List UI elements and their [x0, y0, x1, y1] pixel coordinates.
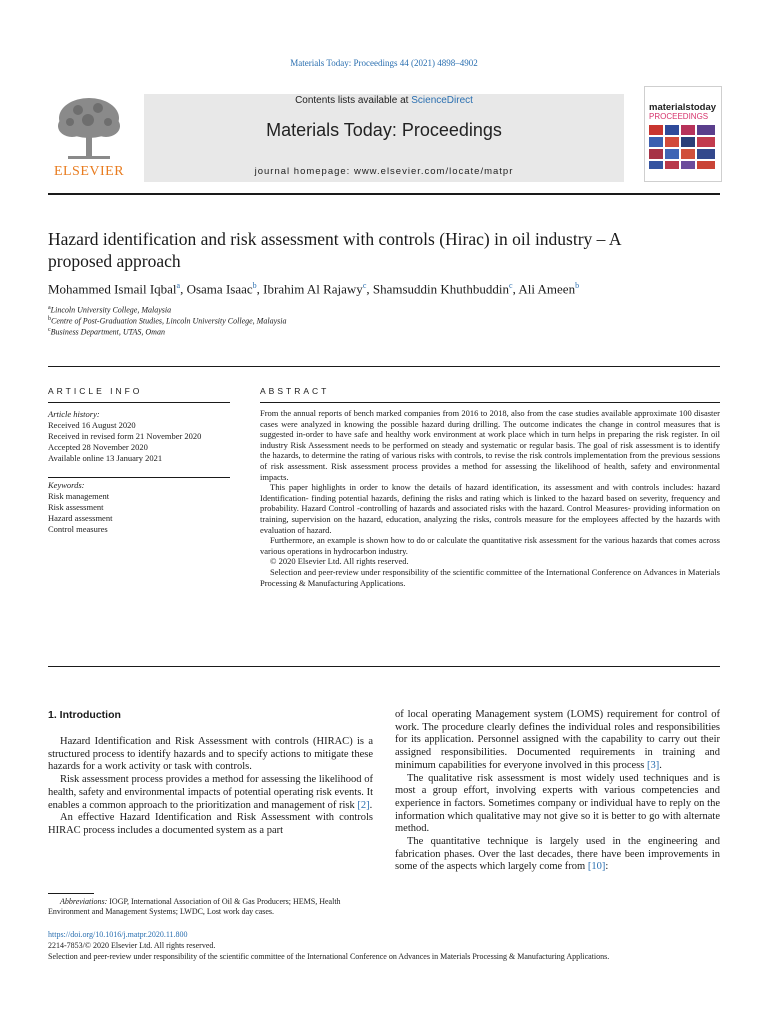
- affiliation-text: Business Department, UTAS, Oman: [50, 327, 165, 337]
- body-paragraph: [395, 836, 720, 874]
- affiliation-marker: a: [48, 305, 51, 311]
- history-label: Article history:: [48, 409, 100, 419]
- paragraph-text-end: .: [659, 759, 662, 771]
- paragraph-text-end: :: [605, 861, 609, 873]
- author-separator: ,: [256, 281, 264, 297]
- author-name[interactable]: Ibrahim Al Rajawy: [263, 281, 363, 297]
- citation-link[interactable]: [10]: [587, 861, 606, 873]
- paragraph-text: Hazard Identification and Risk Assessment with controls (HIRAC) is a structured process to identify hazards and to specify actions to mitigate these hazards for a work activity or task with controls.: [48, 736, 373, 773]
- abbreviations-label: Abbreviations:: [60, 897, 108, 906]
- paragraph-text: The quantitative technique is largely used in the engineering and fabrication phases. Over the last decades, there have been improvements in some of the aspects which largely come from: [395, 836, 720, 873]
- body-paragraph: [48, 774, 373, 812]
- keyword-item[interactable]: Hazard assessment: [48, 513, 113, 523]
- footnote-rule: [48, 893, 94, 894]
- keyword-item[interactable]: Control measures: [48, 524, 108, 534]
- cover-mosaic-image: [645, 123, 721, 182]
- journal-title: Materials Today: Proceedings: [266, 120, 502, 140]
- citation-link[interactable]: [2]: [357, 799, 370, 811]
- abstract-paragraph: This paper highlights in order to know the details of hazard identification, its assessment and with controls includes: hazard Identification- finding potential hazards, defining the risks and rating which is linked to the hazard based on severity, frequency and probability. Hazard Control -controlling of hazards and associated risks with the hazard. Control Measures- providing information on training, supervision on the hazard, education, analyzing the risks, controls measure for the employees affected by the hazards with evaluation of hazard.: [260, 482, 720, 535]
- body-paragraph: [48, 736, 373, 774]
- abstract-selection-note: Selection and peer-review under responsibility of the scientific committee of the International Conference on Advances in Materials Processing & Manufacturing Applications.: [260, 566, 720, 588]
- paragraph-text-end: .: [369, 799, 373, 811]
- affiliation-text: Lincoln University College, Malaysia: [50, 305, 172, 315]
- intro-right-column: [395, 709, 720, 874]
- keyword-item[interactable]: Risk assessment: [48, 502, 104, 512]
- elsevier-wordmark: ELSEVIER: [53, 164, 125, 179]
- affiliation-item: [48, 305, 448, 315]
- keyword-item[interactable]: Risk management: [48, 491, 110, 501]
- abstract-divider: [48, 666, 720, 667]
- journal-cover-thumbnail: [644, 86, 722, 182]
- author-affiliation-marker[interactable]: a: [176, 281, 181, 290]
- body-paragraph: [395, 773, 720, 837]
- paragraph-text: An effective Hazard Identification and Risk Assessment with controls HIRAC process includes a documented system as a part: [48, 812, 373, 836]
- footer-selection-note: Selection and peer-review under responsibility of the scientific committee of the International Conference on Advances in Materials Processing & Manufacturing Applications.: [48, 952, 610, 961]
- keywords-label: Keywords:: [48, 480, 85, 490]
- journal-citation[interactable]: Materials Today: Proceedings 44 (2021) 4898–4902: [290, 58, 478, 68]
- contents-line: [144, 95, 624, 106]
- author-name[interactable]: Ali Ameen: [518, 281, 576, 297]
- cover-title: materialstoday: [649, 102, 717, 113]
- intro-left-column: [48, 736, 373, 838]
- body-paragraph: [48, 812, 373, 837]
- author-name[interactable]: Osama Isaac: [186, 281, 253, 297]
- doi-link[interactable]: https://doi.org/10.1016/j.matpr.2020.11.800: [48, 930, 188, 939]
- history-received: Received 16 August 2020: [48, 420, 136, 430]
- author-separator: ,: [512, 281, 519, 297]
- citation-link[interactable]: [3]: [646, 759, 660, 771]
- abstract-heading: ABSTRACT: [260, 386, 330, 396]
- header-divider: [48, 193, 720, 195]
- affiliation-marker: b: [48, 316, 51, 322]
- abbreviations-text: IOGP, International Association of Oil & Gas Producers; HEMS, Health Environment and Management Systems; LWDC, Lost work day cases.: [48, 897, 341, 917]
- abstract-rule: [260, 402, 720, 403]
- journal-homepage[interactable]: journal homepage: www.elsevier.com/locate/matpr: [254, 166, 514, 177]
- affiliation-text: Centre of Post-Graduation Studies, Lincoln University College, Malaysia: [51, 316, 287, 326]
- paragraph-text: Risk assessment process provides a method for assessing the likelihood of health, safety and environmental impacts of potential operating risk events. It enables a common approach to the prioritization and management of risk: [48, 774, 373, 811]
- article-info-heading: ARTICLE INFO: [48, 386, 143, 396]
- author-affiliation-marker[interactable]: c: [509, 281, 513, 290]
- keywords: [48, 480, 248, 535]
- paragraph-text: of local operating Management system (LOMS) requirement for control of work. The procedure clearly defines the individual roles and responsibilities for its application. Personnel assigned with the capability to carry out their assigned responsibilities. Documented requirements in training and minimum capabilities for everyone involved in this process: [395, 709, 720, 771]
- author-affiliation-marker[interactable]: b: [252, 281, 257, 290]
- article-history: [48, 409, 248, 464]
- cover-subtitle: PROCEEDINGS: [649, 112, 709, 121]
- history-accepted: Accepted 28 November 2020: [48, 442, 148, 452]
- title-block-divider: [48, 366, 720, 367]
- author-name[interactable]: Shamsuddin Khuthbuddin: [372, 281, 510, 297]
- abstract-copyright: © 2020 Elsevier Ltd. All rights reserved.: [270, 556, 409, 567]
- body-paragraph: [395, 709, 720, 773]
- author-affiliation-marker[interactable]: b: [575, 281, 580, 290]
- author-affiliation-marker[interactable]: c: [362, 281, 367, 290]
- section-heading-introduction: 1. Introduction: [48, 709, 121, 721]
- sciencedirect-link[interactable]: ScienceDirect: [411, 95, 473, 106]
- history-online: Available online 13 January 2021: [48, 453, 163, 463]
- keywords-rule: [48, 477, 230, 478]
- author-separator: ,: [366, 281, 373, 297]
- paper-title: Hazard identification and risk assessment with controls (Hirac) in oil industry – A proposed approach: [48, 229, 621, 271]
- author-separator: ,: [180, 281, 187, 297]
- abstract-body: [260, 408, 720, 588]
- abbreviations-footnote: [48, 897, 374, 918]
- author-list: [48, 281, 728, 297]
- abstract-paragraph: From the annual reports of bench marked companies from 2016 to 2018, also from the case studies available approximate 100 disaster cases were analyzed in knowing the possible hazard during drilling. The outcome indicates the change in control measures that is suggested in-order to have safe and healthy work environment at work place which in turn helps in preparing the risk register. In oil industry Risk Assessment needs to be performed on steady and systematic or regular basis. The goal of risk assessment is to identify the hazards, to determine the rating of various risks with controls, to revise the risk controls implementation from the previous sessions of risk assessment. Risk assessment process provides a method for assessing the likelihood of health, safety and environmental impacts.: [260, 408, 720, 482]
- issn-copyright: 2214-7853/© 2020 Elsevier Ltd. All rights reserved.: [48, 941, 216, 950]
- paragraph-text: The qualitative risk assessment is most widely used techniques and is most a group effort, involving experts with various competencies and experience in factors. Sometimes company or individual have to reply on the information which qualitative may not give so it is better to go with alternate method.: [395, 772, 720, 835]
- author-name[interactable]: Mohammed Ismail Iqbal: [48, 281, 177, 297]
- contents-prefix: Contents lists available at: [295, 95, 412, 106]
- article-info-rule: [48, 402, 230, 403]
- history-revised: Received in revised form 21 November 2020: [48, 431, 202, 441]
- affiliation-item: [48, 316, 448, 326]
- abstract-paragraph: Furthermore, an example is shown how to do or calculate the quantitative risk assessment for the various hazards that comes across various operations in hydrocarbon industry.: [260, 535, 720, 556]
- affiliation-item: [48, 327, 448, 337]
- affiliation-marker: c: [48, 327, 51, 333]
